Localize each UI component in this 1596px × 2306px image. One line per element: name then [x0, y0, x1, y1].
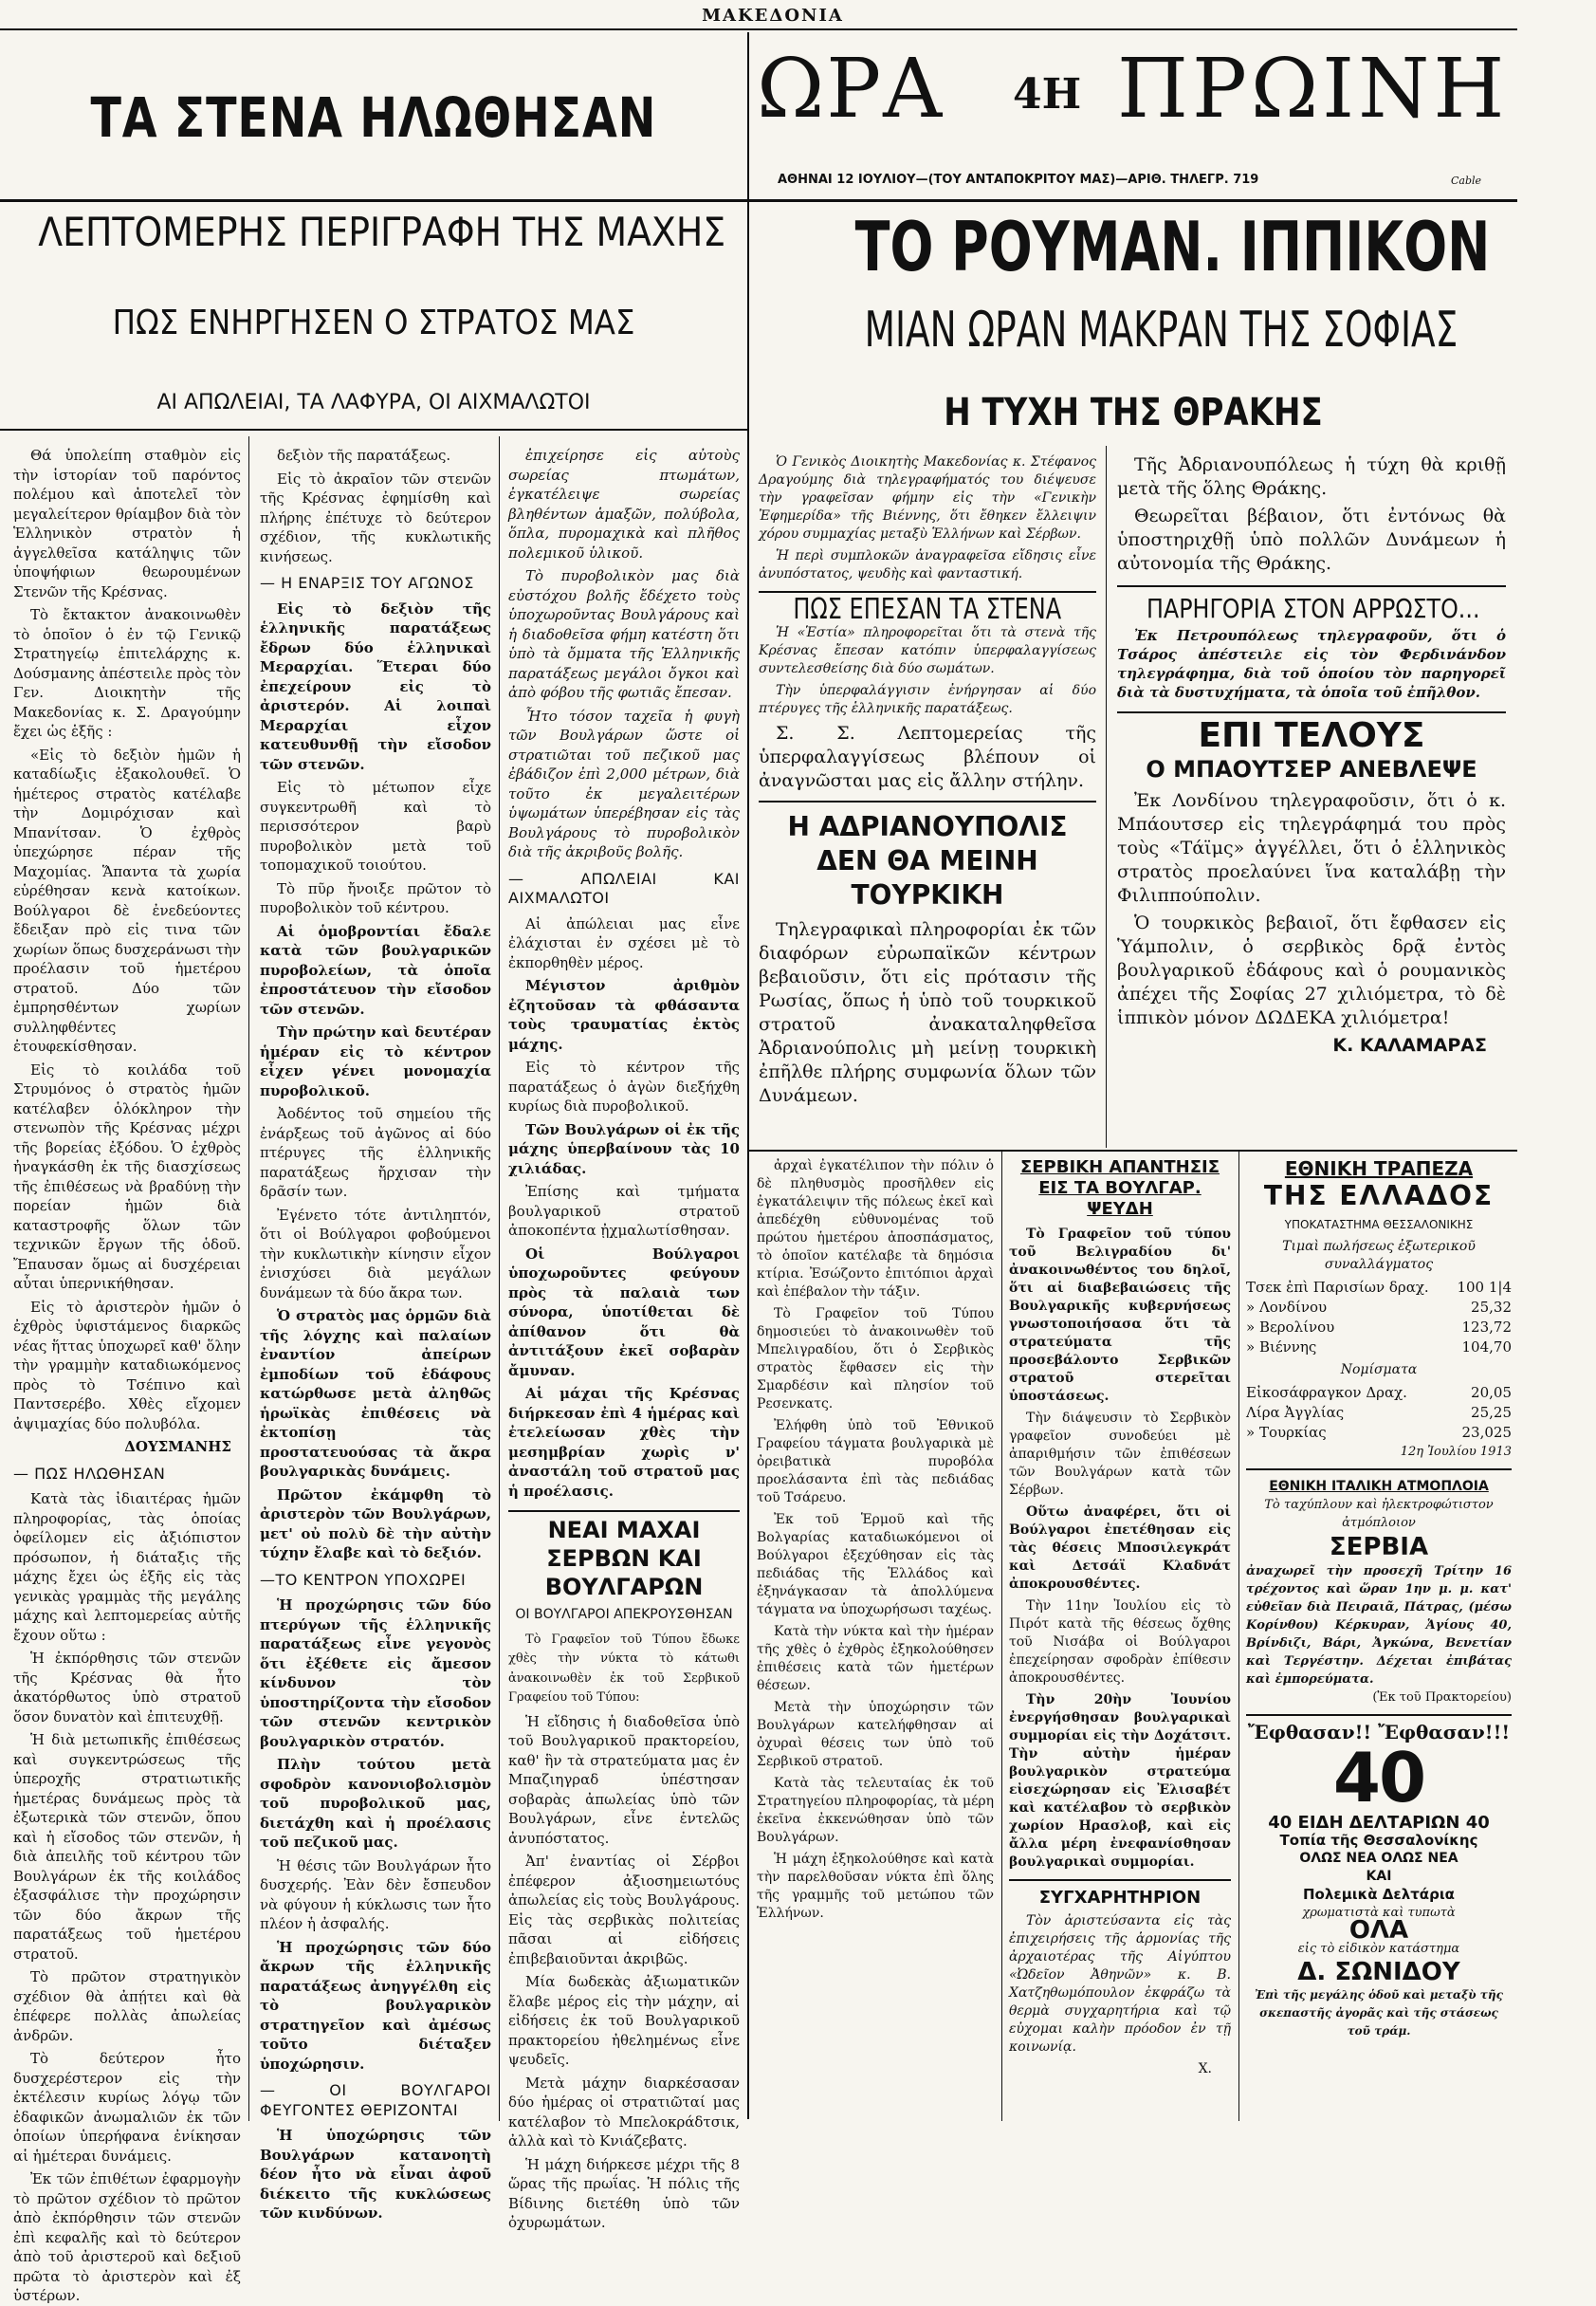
paragraph: Ὁ στρατὸς μας ὁρμῶν διὰ τῆς λόγχης καὶ παλαίων ἐναντίον ἀπείρων ἐμποδίων τοῦ ἐδάφους κατώρθωσε μετὰ ἀληθῶς ἡρωϊκὰς ἐπιθέσεις νὰ ἐκτοπίσῃ τὰς προστατευούσας τὰ ἄκρα βουλγαρικὰς δυνάμεις. — [260, 1307, 491, 1480]
section-heading: — ΟΙ ΒΟΥΛΓΑΡΟΙ ΦΕΥΓΟΝΤΕΣ ΘΕΡΙΖΟΝΤΑΙ — [260, 2081, 491, 2119]
paragraph: Ἡ μάχη ἐξηκολούθησε καὶ κατὰ τὴν παρελθοῦσαν νύκτα ἐπὶ ὅλης τῆς γραμμῆς τοῦ μετώπου τῶν Ἑλλήνων. — [757, 1852, 994, 1921]
paragraph: Θεωρεῖται βέβαιον, ὅτι ἐντόνως θὰ ὑποστηριχθῇ ὑπὸ πολλῶν Δυνάμεων ἡ αὐτονομία τῆς Θράκης. — [1117, 506, 1506, 574]
rate-value: 20,05 — [1471, 1384, 1512, 1401]
rate-row — [1246, 1337, 1512, 1357]
paragraph: Ἐκ τῶν ἐπιθέτων ἐφαρμογὴν τὸ πρῶτον σχέδιον τὸ πρῶτον ἀπὸ ἐκπόρθησιν τῶν στενῶν ἐπὶ κεφαλῆς καὶ τὸ δεύτερον ἀπὸ τοῦ ἀριστεροῦ καὶ δεξιοῦ πρῶτα τὸ ἀριστερὸν καὶ ἐξ ὑστέρων. — [13, 2170, 241, 2304]
right-rule-1 — [749, 199, 1517, 202]
ad-big: 40 — [1332, 1738, 1425, 1817]
section-heading: — ΠΩΣ ΗΛΩΘΗΣΑΝ — [13, 1464, 166, 1483]
paragraph: Ἐγένετο τότε ἀντιληπτόν, ὅτι οἱ Βούλγαροι φοβούμενοι τὴν κυκλωτικὴν κίνησιν εἶχον ἐνισχύσει διὰ μεγάλων δυνάμεων τὰ δύο ἄκρα των. — [260, 1206, 491, 1301]
top-rule — [0, 28, 1517, 30]
col-rule-1 — [248, 436, 249, 2121]
rate-value: 25,25 — [1471, 1404, 1512, 1421]
rate-value: 23,025 — [1461, 1424, 1512, 1441]
paragraph: Ἡ ὑποχώρησις τῶν Βουλγάρων κατανοητὴ δέον ἦτο νὰ εἶναι ἀφοῦ διέκειτο τῆς κυκλώσεως τῶν κινδύνων. — [260, 2127, 491, 2222]
r2-title — [1117, 593, 1506, 624]
banner-left: ΩΡΑ — [757, 42, 945, 137]
paragraph: δεξιὸν τῆς παρατάξεως. — [277, 447, 451, 464]
signature: ΔΟΥΣΜΑΝΗΣ — [124, 1438, 231, 1455]
paragraph: Εἰς τὸ ἀριστερὸν ἡμῶν ὁ ἐχθρὸς ὑφιστάμενος διαρκῶς νέας ἥττας ὑποχωρεῖ καθ' ὅλην τὴν γραμμὴν καταδιωκόμενος πρὸς τὸ Τσέπινο καὶ Παντσερέβο. Χθὲς εἴχομεν ἀψιμαχίας δύο πολυβόλα. — [13, 1298, 241, 1432]
box-subtitle: ΟΙ ΒΟΥΛΓΑΡΟΙ ΑΠΕΚΡΟΥΣΘΗΣΑΝ — [515, 1607, 733, 1622]
banner-mid: 4Η — [1013, 70, 1082, 119]
paragraph: Οὕτω ἀναφέρει, ὅτι οἱ Βούλγαροι ἐπετέθησαν εἰς τὰς θέσεις Μποσιλεγκράτ καὶ Δετσάϊ Κλαδνάτ ἀποκρουσθέντες. — [1009, 1504, 1231, 1592]
paragraph: ἀρχαὶ ἐγκατέλιπον τὴν πόλιν ὁ δὲ πληθυσμὸς προσῆλθεν εἰς ἐγκατάλειψιν τῆς πόλεως ἐκεῖ καὶ ἀπεδέχθη εὐθυνομένας τοῦ πρώτου ἡμετέρου ἀποσπάσματος, τὸ ὁποῖον κατέλαβε τὰ δημόσια κτίρια. Ἐσώζοντο ἐπιτόπιοι ἀρχαὶ καὶ ἐπέβαλον τὴν τάξιν. — [757, 1158, 994, 1300]
divider — [1246, 1714, 1512, 1716]
paragraph: Ἐκ Λονδίνου τηλεγραφοῦσιν, ὅτι ὁ κ. Μπάουτσερ εἰς τηλεγράφημά του πρὸς τοὺς «Τάϊμς» ἀγγέλλει, ὅτι ὁ ἑλληνικὸς στρατὸς προελαύνει ἵνα καταλάβῃ τὴν Φιλιππούπολιν. — [1117, 790, 1506, 906]
paragraph: Ἀοδέντος τοῦ σημείου τῆς ἐνάρξεως τοῦ ἀγῶνος αἱ δύο πτέρυγες τῆς ἑλληνικῆς παρατάξεως ἤρχισαν τὴν δρᾶσίν των. — [260, 1105, 491, 1200]
r3-title2: ΣΥΓΧΑΡΗΤΗΡΙΟΝ — [1038, 1888, 1202, 1908]
left-sub3-text: ΑΙ ΑΠΩΛΕΙΑΙ, ΤΑ ΛΑΦΥΡΑ, ΟΙ ΑΙΧΜΑΛΩΤΟΙ — [156, 391, 591, 415]
right-sub1 — [749, 302, 1517, 359]
bank-date: 12η Ἰουλίου 1913 — [1400, 1445, 1512, 1459]
rate-label: » Βιέννης — [1246, 1338, 1317, 1356]
paragraph: Τὴν πρώτην καὶ δευτέραν ἡμέραν εἰς τὸ κέντρον εἶχεν γένει μονομαχία πυροβολικοῦ. — [260, 1024, 491, 1099]
right-rule-2 — [749, 1150, 1517, 1152]
section-heading: — ΑΠΩΛΕΙΑΙ ΚΑΙ ΑΙΧΜΑΛΩΤΟΙ — [508, 869, 740, 907]
masthead: ΜΑΚΕΔΟΝΙΑ — [702, 6, 844, 26]
paragraph: Τὴν ὑπερφαλάγγισιν ἐνήργησαν αἱ δύο πτέρυγες τῆς ἑλληνικῆς παρατάξεως. — [759, 683, 1096, 716]
paragraph: Κατὰ τὰς τελευταίας ἐκ τοῦ Στρατηγείου πληροφορίας, τὰ μέρη ἐκεῖνα ἐκκενώθησαν ὑπὸ τῶν Βουλγάρων. — [757, 1776, 994, 1845]
paragraph: Τῶν Βουλγάρων οἱ ἐκ τῆς μάχης ὑπερβαίνουν τὰς 10 χιλιάδας. — [508, 1120, 740, 1177]
banner — [757, 42, 1515, 175]
paragraph: Εἰς τὸ κέντρον τῆς παρατάξεως ὁ ἀγὼν διεξήχθη κυρίως διὰ πυροβολικοῦ. — [508, 1059, 740, 1115]
paragraph: Μέγιστον ἀριθμὸν ἐζητοῦσαν τὰ φθάσαντα τοὺς τραυματίας ἐκτὸς μάχης. — [508, 977, 740, 1053]
r3-title: ΣΕΡΒΙΚΗ ΑΠΑΝΤΗΣΙΣ ΕΙΣ ΤΑ ΒΟΥΛΓΑΡ. ΨΕΥΔΗ — [1019, 1157, 1220, 1219]
paragraph: Ἐκ Πετρουπόλεως τηλεγραφοῦν, ὅτι ὁ Τσάρος ἀπέστειλε εἰς τὸν Φερδινάνδον τηλεγράφημα, διὰ τοῦ ὁποίου τὸν παρηγορεῖ διὰ τὰ δυστυχήματα, τὰ ὁποῖα τοῦ ἐπῆλθον. — [1117, 627, 1506, 701]
ad-l1: Τοπία τῆς Θεσσαλονίκης — [1279, 1832, 1478, 1849]
rate-label: » Τουρκίας — [1246, 1424, 1327, 1441]
paragraph: Οἱ Βούλγαροι ὑποχωροῦντες φεύγουν πρὸς τὰ παλαιὰ των σύνορα, ὑποτίθεται δὲ ἀπίθανον ὅτι θὰ ἀντιτάξουν ἐκεῖ σοβαρὰν ἄμυναν. — [508, 1245, 740, 1379]
paragraph: Ἡ «Ἑστία» πληροφορεῖται ὅτι τὰ στενὰ τῆς Κρέσνας ἔπεσαν κατόπιν ὑπερφαλαγγίσεως συντελεσθείσης διὰ δύο σωμάτων. — [759, 625, 1096, 676]
paragraph: Εἰς τὸ ἀκραῖον τῶν στενῶν τῆς Κρέσνας ἐφημίσθη καὶ πλήρης ἐπέτυχε τὸ δεύτερον σχέδιον, τῆς κυκλωτικῆς κινήσεως. — [260, 470, 491, 565]
rate-row — [1246, 1298, 1512, 1318]
paragraph: Σ. Σ. Λεπτομερείας τῆς ὑπερφαλαγγίσεως βλέπουν οἱ ἀναγνῶσται μας εἰς ἄλλην στήλην. — [759, 723, 1096, 791]
paragraph: Τὸ δεύτερον ἦτο δυσχερέστερον εἰς τὴν ἐκτέλεσιν κυρίως λόγῳ τῶν ἐδαφικῶν ἀνωμαλιῶν ἐκ τῶν ὁποίων ὑπερήφανα ἐνίκησαν αἱ ἡμέτεραι δυνάμεις. — [13, 2050, 241, 2165]
r1-title-text: ΠΩΣ ΕΠΕΣΑΝ ΤΑ ΣΤΕΝΑ — [793, 593, 1062, 626]
ad-l2: ΟΛΩΣ ΝΕΑ ΟΛΩΣ ΝΕΑ — [1299, 1851, 1458, 1866]
bank-coins — [1246, 1383, 1512, 1443]
section-heading: —ΤΟ ΚΕΝΤΡΟΝ ΥΠΟΧΩΡΕΙ — [260, 1570, 467, 1589]
paragraph: Θά ὑπολείπη σταθμὸν εἰς τὴν ἱστορίαν τοῦ παρόντος πολέμου καὶ ἀποτελεῖ τὸν μεγαλείτερον θρίαμβον διὰ τὸν Ἑλληνικὸν στρατὸν ἡ ἀγγελθεῖσα κατάληψις τῶν ὑποψήφιων θεωρουμένων Στενῶν τῆς Κρέσνας. — [13, 447, 241, 600]
paragraph: Μία δωδεκὰς ἀξιωματικῶν ἔλαβε μέρος εἰς τὴν μάχην, αἱ εἰδήσεις ἐκ τοῦ Βουλγαρικοῦ πρακτορείου ἠθελημένως εἶνε ψευδεῖς. — [508, 1973, 740, 2068]
paragraph: Ἐπίσης καὶ τμήματα βουλγαρικοῦ στρατοῦ ἀποκοπέντα ᾐχμαλωτίσθησαν. — [508, 1183, 740, 1239]
right-col-e — [1246, 1157, 1512, 2117]
paragraph: «Εἰς τὸ δεξιὸν ἡμῶν ἡ καταδίωξις ἐξακολουθεῖ. Ὁ ἡμέτερος στρατὸς κατέλαβε τὴν Δομιρόχισαν καὶ Μπανίτσαν. Ὁ ἐχθρὸς ὑπεχώρησε πέραν τῆς Μαχομίας. Ἅπαντα τὰ χωρία εὑρέθησαν κενὰ κατοίκων. Βούλγαροι δὲ ἐνεδεύοντες ἔδειξαν πρὸ εἰς τινα τῶν χωρίων ὅπως δυσχεράνωσι τὴν προέλασιν τοῦ ἡμετέρου στρατοῦ. Δύο τῶν ἐμπρησθέντων χωρίων συλληφθέντες ἐτουφεκίσθησαν. — [13, 746, 241, 1055]
right-col-c — [757, 1157, 994, 2117]
r1-title2: Η ΑΔΡΙΑΝΟΥΠΟΛΙΣ ΔΕΝ ΘΑ ΜΕΙΝΗ ΤΟΥΡΚΙΚΗ — [787, 811, 1068, 911]
right-sub1-text: ΜΙΑΝ ΩΡΑΝ ΜΑΚΡΑΝ ΤΗΣ ΣΟΦΙΑΣ — [864, 302, 1458, 359]
ad-line: 40 ΕΙΔΗ ΔΕΛΤΑΡΙΩΝ 40 — [1268, 1813, 1490, 1833]
left-col-1 — [13, 446, 241, 2304]
paragraph: Εἰς τὸ μέτωπον εἶχε συγκεντρωθῆ καὶ τὸ περισσότερον βαρὺ πυροβολικὸν μετὰ τοῦ τοπομαχικοῦ τοιούτου. — [260, 779, 491, 874]
divider — [759, 801, 1096, 802]
right-col-a — [759, 453, 1096, 1146]
dateline: ΑΘΗΝΑΙ 12 ΙΟΥΛΙΟΥ—(ΤΟΥ ΑΝΤΑΠΟΚΡΙΤΟΥ ΜΑΣ)—ΑΡΙΘ. ΤΗΛΕΓΡ. 719 — [778, 173, 1259, 187]
paragraph: Εἰς τὸ κοιλάδα τοῦ Στρυμόνος ὁ στρατὸς ἡμῶν κατέλαβεν ὁλόκληρον τὴν στενωπὸν τῆς Κρέσνας μέχρι τῆς βορείας ἐξόδου. Ὁ ἐχθρὸς ἠναγκάσθη ἐκ τῆς διασχίσεως τῆς ἐπιθέσεως νὰ βραδύνῃ τὴν πορείαν ἡμῶν διὰ καταστροφῆς ὅλων τῶν τεχνικῶν ἔργων τῆς ὁδοῦ. Ἔπαυσαν ὅμως αἱ δυσχέρειαι αὗται ὑπερνικήθησαν. — [13, 1061, 241, 1292]
paragraph: Κατὰ τὴν νύκτα καὶ τὴν ἡμέραν τῆς χθὲς ὁ ἐχθρὸς ἐξηκολούθησεν ἐπιθέσεις κατὰ τῶν ἡμετέρων θέσεων. — [757, 1624, 994, 1693]
right-sub2-text: Η ΤΥΧΗ ΤΗΣ ΘΡΑΚΗΣ — [944, 391, 1323, 434]
r1-title — [759, 593, 1096, 626]
ad-shop: Δ. ΣΩΝΙΔΟΥ — [1297, 1958, 1460, 1986]
left-rule-2 — [0, 429, 747, 431]
paragraph: Τηλεγραφικαὶ πληροφορίαι ἐκ τῶν διαφόρων εὐρωπαϊκῶν κέντρων βεβαιοῦσιν, ὅτι εἰς πρότασιν τῆς Ρωσίας, ὅπως ἡ ὑπὸ τοῦ τουρκικοῦ στρατοῦ ἀνακαταληφθεῖσα Ἀδριανούπολις μὴ μείνῃ τουρκικὴ ἐπῆλθε πλήρης συμφωνία ὅλων τῶν Δυνάμεων. — [759, 919, 1096, 1106]
right-col-d — [1009, 1157, 1231, 2117]
paragraph: Ἡ διὰ μετωπικῆς ἐπιθέσεως καὶ συγκεντρώσεως τῆς ὑπεροχῆς στρατιωτικῆς ἡμετέρας δυνάμεως πρὸς τὰ ἐξωτερικὰ τῶν στενῶν, ὅπου καὶ ἡ εἴσοδος τῶν στενῶν, ἡ διὰ ἀπειλῆς τοῦ κέντρου τῶν Βουλγάρων ἐκ τῆς κοιλάδος ἐξασφάλισε τὴν προχώρησιν τῶν δύο ἄκρων τῆς παρατάξεως τοῦ ἡμετέρου στρατοῦ. — [13, 1731, 241, 1963]
paragraph: Τῆς Ἀδριανουπόλεως ἡ τύχη θὰ κριθῇ μετὰ τῆς ὅλης Θράκης. — [1117, 454, 1506, 499]
r2-title2: ΕΠΙ ΤΕΛΟΥΣ — [1198, 716, 1425, 755]
paragraph: Τὸ πυροβολικὸν μας διὰ εὐστόχου βολῆς ἔδέχετο τοὺς ὑποχωροῦντας Βουλγάρους καὶ ἡ διαδοθεῖσα φήμη κατέστη ὅτι ὑπὸ τὰ ὄμματα τῆς Ἑλληνικῆς παρατάξεως μεγάλοι ὄγκοι καὶ ἀπὸ φόβου τῆς φωτιᾶς ἔπεσαν. — [508, 567, 740, 701]
paragraph: Τὴν διάψευσιν τὸ Σερβικὸν γραφεῖον συνοδεύει μὲ ἀπαριθμήσιν τῶν ἐπιθέσεων τῶν Βουλγάρων κατὰ τῶν Σέρβων. — [1009, 1411, 1231, 1498]
paragraph: Τὴν 11ην Ἰουλίου εἰς τὸ Πιρότ κατὰ τῆς θέσεως ὄχθης τοῦ Νισάβα οἱ Βούλγαροι ἐπεχείρησαν σφοδρὰν ἐπίθεσιν ἀποκρουσθέντες. — [1009, 1598, 1231, 1686]
paragraph: Ἡ προχώρησις τῶν δύο πτερύγων τῆς ἑλληνικῆς παρατάξεως εἶνε γεγονὸς ὅτι ἐξέθετε εἰς ἄμεσον κίνδυνον τὸν ὑποστηρίζοντα τὴν εἴσοδον τῶν στενῶν κεντρικὸν βουλγαρικὸν στρατόν. — [260, 1596, 491, 1750]
ad-title: Ἔφθασαν!! Ἔφθασαν!!! — [1247, 1721, 1511, 1743]
paragraph: Τὴν 20ὴν Ἰουνίου ἐνεργήσθησαν βουλγαρικαὶ συμμορίαι εἰς τὴν Δοχάτσιτ. Τὴν αὐτὴν ἡμέραν βουλγαρικὸν στρατεύμα εἰσεχώρησαν εἰς Ἐλισαβέτ καὶ κατέλαβον τὸ σερβικὸν χωρίον Ηρασλοβ, καὶ εἰς ἄλλα μέρη ἐνεφανίσθησαν βουλγαρικαὶ συμμορίαι. — [1009, 1692, 1231, 1870]
paragraph: Αἱ μάχαι τῆς Κρέσνας διήρκεσαν ἐπὶ 4 ἡμέρας καὶ ἐτελείωσαν χθὲς τὴν μεσημβρίαν χωρὶς ν' ἀναστάλη τοῦ στρατοῦ μας ἡ προέλασις. — [508, 1385, 740, 1500]
left-col-3 — [508, 446, 740, 2231]
paragraph: Εἰς τὸ δεξιὸν τῆς ἑλληνικῆς παρατάξεως ἔδρων δύο ἑλληνικαὶ Μεραρχίαι. Ἕτεραι δύο ἐπεχείρουν εἰς τὸ ἀριστερόν. Αἱ λοιπαὶ Μεραρχίαι εἶχον κατευθυνθῇ τὴν εἴσοδον τῶν στενῶν. — [260, 600, 491, 773]
section-heading: — Η ΕΝΑΡΞΙΣ ΤΟΥ ΑΓΩΝΟΣ — [260, 574, 474, 592]
rate-label: Τσεκ ἐπὶ Παρισίων δραχ. — [1246, 1279, 1429, 1296]
italian-text: ἀναχωρεῖ τὴν προσεχῆ Τρίτην 16 τρέχοντος καὶ ὥραν 1ην μ. μ. κατ' εὐθεῖαν διὰ Πειραιᾶ, Πάτρας, (μέσω Κορίνθου) Κέρκυραν, Ἁγίους 40, Βρίνδιζι, Βάρι, Ἀγκώνα, Βενετίαν καὶ Τεργέστην. Δέχεται ἐπιβάτας καὶ ἐμπορεύματα. — [1246, 1564, 1512, 1687]
rate-row — [1246, 1403, 1512, 1423]
bank-title-2: ΤΗΣ ΕΛΛΑΔΟΣ — [1263, 1180, 1495, 1211]
divider — [1009, 1879, 1231, 1881]
signature: Χ. — [1198, 2061, 1212, 2076]
rate-label: » Λονδίνου — [1246, 1299, 1328, 1316]
left-sub2 — [0, 304, 747, 342]
italian-title: ΕΘΝΙΚΗ ΙΤΑΛΙΚΗ ΑΤΜΟΠΛΟΙΑ — [1269, 1479, 1489, 1494]
rate-label: » Βερολίνου — [1246, 1319, 1335, 1336]
left-headline-text: ΤΑ ΣΤΕΝΑ ΗΛΩΘΗΣΑΝ — [90, 85, 657, 150]
paragraph: Ἡ προχώρησις τῶν δύο ἄκρων τῆς ἑλληνικῆς παρατάξεως ἀνηγγέλθη εἰς τὸ βουλγαρικὸν στρατηγεῖον καὶ ἀμέσως τοῦτο διέταξεν ὑποχώρησιν. — [260, 1938, 491, 2073]
divider — [1117, 711, 1506, 713]
paragraph: Ὁ τουρκικὸς βεβαιοῖ, ὅτι ἔφθασεν εἰς Ὑάμπολιν, ὁ σερβικὸς δρᾷ ἐντὸς βουλγαρικοῦ ἐδάφους καὶ ὁ ρουμανικὸς ἀπέχει τῆς Σοφίας 27 χιλιόμετρα, τὸ δὲ ἱππικὸν μόνον ΔΩΔΕΚΑ χιλιόμετρα! — [1117, 913, 1506, 1028]
paragraph: Ἡ θέσις τῶν Βουλγάρων ἦτο δυσχερής. Ἐὰν δὲν ἔσπευδον νὰ φύγουν ἡ κύκλωσις των ἦτο πλέον ἡ ἀσφαλής. — [260, 1856, 491, 1932]
ad-l8: Ἐπὶ τῆς μεγάλης ὁδοῦ καὶ μεταξὺ τῆς σκεπαστῆς ἀγορᾶς καὶ τῆς στάσεως τοῦ τράμ. — [1255, 1988, 1503, 2038]
paragraph: ἐπιχείρησε εἰς αὐτοὺς σωρείας πτωμάτων, ἐγκατέλειψε σωρείας βληθέντων ἁμαξῶν, πολύβολα, ὅπλα, πυρομαχικὰ καὶ πλῆθος πολεμικοῦ ὑλικοῦ. — [508, 447, 740, 562]
left-col-2 — [260, 446, 491, 2222]
divider — [1246, 1468, 1512, 1470]
paragraph: Ἐλήφθη ὑπὸ τοῦ Ἐθνικοῦ Γραφείου τάγματα βουλγαρικὰ μὲ ὀρειβατικὰ πυροβόλα προελάσαντα ἐπὶ τὰς πεδιάδας τοῦ Τσάρευο. — [757, 1418, 994, 1505]
r2-title2b: Ο ΜΠΑΟΥΤΣΕΡ ΑΝΕΒΛΕΨΕ — [1146, 756, 1477, 783]
paragraph: Ἡ περὶ συμπλοκῶν ἀναγραφεῖσα εἴδησις εἶνε ἀνυπόστατος, ψευδὴς καὶ φανταστική. — [759, 548, 1096, 581]
paragraph: Αἱ ἀπώλειαι μας εἶνε ἐλάχισται ἐν σχέσει μὲ τὸ ἐκπορθηθὲν μέρος. — [508, 914, 740, 971]
box-title: ΝΕΑΙ ΜΑΧΑΙ ΣΕΡΒΩΝ ΚΑΙ ΒΟΥΛΓΑΡΩΝ — [544, 1517, 704, 1600]
paragraph: Ἡ εἴδησις ἡ διαδοθεῖσα ὑπὸ τοῦ Βουλγαρικοῦ πρακτορείου, καθ' ἣν τὰ στρατεύματα μας ἐν Μπαζιηγραδ ὑπέστησαν σοβαρὰς ἀπωλείας ὑπὸ τῶν Βουλγάρων, εἶνε ἐντελῶς ἀνυπόστατος. — [508, 1712, 740, 1847]
rate-row — [1246, 1318, 1512, 1337]
r2-title-text: ΠΑΡΗΓΟΡΙΑ ΣΤΟΝ ΑΡΡΩΣΤΟ... — [1147, 593, 1480, 624]
paragraph: Τὸ Γραφεῖον τοῦ Τύπου ἔδωκε χθὲς τὴν νύκτα τὸ κάτωθι ἀνακοινωθὲν ἐκ τοῦ Σερβικοῦ Γραφείου τοῦ Τύπου: — [508, 1632, 740, 1705]
left-sub1-text: ΛΕΠΤΟΜΕΡΗΣ ΠΕΡΙΓΡΑΦΗ ΤΗΣ ΜΑΧΗΣ — [38, 209, 726, 255]
bank-rates — [1246, 1278, 1512, 1357]
right-sub2 — [749, 391, 1517, 434]
box-rule — [508, 1510, 740, 1512]
paragraph: Κατὰ τὰς ἰδιαιτέρας ἡμῶν πληροφορίας, τὰς ὁποίας ὀφείλομεν εἰς ἀξιόπιστον πρόσωπον, ἡ διάταξις τῆς μάχης ἔχει ὡς ἑξῆς εἰς τὰς γενικὰς γραμμὰς τῆς μεγάλης μάχης καὶ λεπτομερείας αὐτῆς ἔχουν οὕτω : — [13, 1490, 241, 1644]
rate-value: 104,70 — [1461, 1338, 1512, 1356]
bank-subtitle: Τιμαὶ πωλήσεως ἐξωτερικοῦ συναλλάγματος — [1282, 1239, 1476, 1272]
rate-label: Εἰκοσάφραγκον Δραχ. — [1246, 1384, 1407, 1401]
paragraph: Πλὴν τούτου μετὰ σφοδρὸν κανονιοβολισμὸν τοῦ πυροβολικοῦ μας, διετάχθη καὶ ἡ προέλασις τοῦ πεζικοῦ μας. — [260, 1756, 491, 1851]
ad-l7: εἰς τὸ εἰδικὸν κατάστημα — [1297, 1942, 1460, 1956]
paragraph: Τὸ πρῶτον στρατηγικὸν σχέδιον θὰ ἀπῄτει καὶ θὰ ἐπέφερε πολλὰς ἀπωλείας ἀνδρῶν. — [13, 1968, 241, 2044]
paragraph: Ὁ Γενικὸς Διοικητὴς Μακεδονίας κ. Στέφανος Δραγούμης διὰ τηλεγραφήματός του διέψευσε τὴν γραφεῖσαν φήμην εἰς τὴν «Γενικὴν Ἐφημερίδα» τῆς Βιέννης, ὅτι ἔθηκεν ἔλλειψιν χόρου συμμαχίας μεταξὺ Ἑλλήνων καὶ Σέρβων. — [759, 454, 1096, 542]
ad-l4: Πολεμικὰ Δελτάρια — [1303, 1886, 1455, 1903]
left-headline — [0, 85, 747, 150]
right-col-b — [1117, 453, 1506, 1146]
paragraph: Τὸν ἀριστεύσαντα εἰς τὰς ἐπιχειρήσεις τῆς ἁρμονίας τῆς ἀρχαιοτέρας τῆς Αἰγύπτου «Ὠδεῖον Ἀθηνῶν» κ. Β. Χατζηθωμόπουλον ἐκφράζω τὰ θερμὰ συγχαρητήρια καὶ τῷ εὐχομαι καλὴν πρόοδον ἐν τῇ κοινωνίᾳ. — [1009, 1913, 1231, 2055]
rate-value: 123,72 — [1461, 1319, 1512, 1336]
paragraph: Τὸ Γραφεῖον τοῦ τύπου τοῦ Βελιγραδίου δι' ἀνακοινωθέντος του δηλοῖ, ὅτι αἱ διαβεβαιώσεις τῆς Βουλγαρικῆς κυβερνήσεως γνωστοποιήσασα ὅτι τὰ στρατεύματα τῆς προσεβάλοντο Σερβικῶν στρατοῦ στερεῖται ὑποστάσεως. — [1009, 1227, 1231, 1404]
right-headline — [749, 207, 1517, 286]
col-rule-2 — [499, 436, 500, 2121]
italian-note: (Ἐκ τοῦ Πρακτορείου) — [1372, 1690, 1512, 1705]
italian-ship: ΣΕΡΒΙΑ — [1329, 1533, 1429, 1561]
cable-label: Cable — [1451, 175, 1482, 187]
rate-label: Λίρα Ἀγγλίας — [1246, 1404, 1345, 1421]
paragraph: Ἡ μάχη διήρκεσε μέχρι τῆς 8 ὥρας τῆς πρωΐας. Ἡ πόλις τῆς Βίδινης διετέθη ὑπὸ τῶν ὀχυρωμάτων. — [508, 2155, 740, 2231]
signature: Κ. ΚΑΛΑΜΑΡΑΣ — [1332, 1035, 1487, 1056]
paragraph: Ἐκ τοῦ Ἑρμοῦ καὶ τῆς Βολγαρίας καταδιωκόμενοι οἱ Βούλγαροι ἐξεχύθησαν εἰς τὰς πεδιάδας τῆς Ἑλλάδος καὶ ἐξηνάγκασαν τὰ ἀπολλύμενα τάγματα να ὑποχωρήσωσι ταχέως. — [757, 1512, 994, 1617]
left-sub3 — [0, 391, 747, 415]
right-col-rule-1 — [1106, 446, 1107, 1148]
left-sub1 — [0, 209, 747, 255]
rate-row — [1246, 1423, 1512, 1443]
ad-l3: ΚΑΙ — [1366, 1869, 1392, 1884]
rate-value: 25,32 — [1471, 1299, 1512, 1316]
bank-title: ΕΘΝΙΚΗ ΤΡΑΠΕΖΑ — [1284, 1157, 1474, 1180]
paragraph: Ἡ ἐκπόρθησις τῶν στενῶν τῆς Κρέσνας θὰ ἦτο ἀκατόρθωτος ὑπὸ στρατοῦ ὅσον δυνατὸν καὶ ἐπιτευχθῇ. — [13, 1650, 241, 1725]
paragraph: Τὸ πῦρ ἤνοιξε πρῶτον τὸ πυροβολικὸν τοῦ κέντρου. — [260, 879, 491, 916]
left-sub2-text: ΠΩΣ ΕΝΗΡΓΗΣΕΝ Ο ΣΤΡΑΤΟΣ ΜΑΣ — [112, 304, 635, 342]
left-rule-1 — [0, 199, 747, 202]
banner-right: ΠΡΩΙΝΗ — [1117, 42, 1509, 137]
paragraph: Μετὰ μάχην διαρκέσασαν δύο ἡμέρας οἱ στρατιῶταί μας κατέλαβον τὸ Μπελοκράδτσικ, ἀλλὰ καὶ τὸ Κνιάζεβατς. — [508, 2074, 740, 2149]
divider — [1117, 585, 1506, 587]
right-headline-text: ΤΟ ΡΟΥΜΑΝ. ΙΠΠΙΚΟΝ — [854, 207, 1491, 286]
right-col-rule-2 — [1001, 1152, 1002, 2121]
bank-branch: ΥΠΟΚΑΤΑΣΤΗΜΑ ΘΕΣΣΑΛΟΝΙΚΗΣ — [1284, 1218, 1474, 1231]
paragraph: Πρῶτον ἐκάμφθη τὸ ἀριστερὸν τῶν Βουλγάρων, μετ' οὐ πολὺ δὲ τὴν αὐτὴν τύχην ἔλαβε καὶ τὸ δεξιόν. — [260, 1485, 491, 1561]
ad-l5: χρωματιστὰ καὶ τυπωτὰ — [1302, 1906, 1456, 1920]
rate-value: 100 1|4 — [1457, 1279, 1512, 1296]
paragraph: Ἀπ' ἐναντίας οἱ Σέρβοι ἐπέφερον ἀξιοσημειωτόυς ἀπωλείας εἰς τοὺς Βουλγάρους. Εἰς τὰς σερβικὰς πολιτείας πᾶσαι αἱ εἰδήσεις ἐπιβεβαιοῦνται ἀκριβῶς. — [508, 1853, 740, 1967]
paragraph: Τὸ Γραφεῖον τοῦ Τύπου δημοσιεύει τὸ ἀνακοινωθὲν τοῦ Μπελιγραδίου, ὅτι ὁ Σερβικὸς στρατὸς ἔφθασεν εἰς τὴν Σμαρδέσιν καὶ πλησίον τοῦ Ρεσενκατς. — [757, 1306, 994, 1411]
paragraph: Ἦτο τόσον ταχεῖα ἡ φυγὴ τῶν Βουλγάρων ὥστε οἱ στρατιῶται τοῦ πεζικοῦ μας ἐβάδιζον ἐπὶ 2,000 μέτρων, διὰ τοῦτο ἐκ μεγαλειτέρων ὑψωμάτων ὑπερέβησαν εἰς τὰς Βουλγάρους τὸ πυροβολικὸν διὰ τῆς ἀκριβοῦς βολῆς. — [508, 707, 740, 860]
italian-sub: Τὸ ταχύπλουν καὶ ἠλεκτροφώτιστον ἀτμόπλοιον — [1264, 1498, 1494, 1530]
rate-row — [1246, 1383, 1512, 1403]
paragraph: Μετὰ τὴν ὑποχώρησιν τῶν Βουλγάρων κατελήφθησαν αἱ ὀχυραὶ θέσεις των ὑπὸ τοῦ Σερβικοῦ στρατοῦ. — [757, 1700, 994, 1769]
bank-coins-title: Νομίσματα — [1340, 1362, 1418, 1377]
rate-row — [1246, 1278, 1512, 1298]
paragraph: Τὸ ἔκτακτον ἀνακοινωθὲν τὸ ὁποῖον ὁ ἐν τῷ Γενικῷ Στρατηγείῳ ἐπιτελάρχης κ. Δούσμανης ἀπέστειλε πρὸς τὸν Γεν. Διοικητὴν τῆς Μακεδονίας κ. Σ. Δραγούμην ἔχει ὡς ἑξῆς : — [13, 606, 241, 740]
right-col-rule-3 — [1238, 1152, 1239, 2121]
ad-l6: ΟΛΑ — [1348, 1916, 1409, 1945]
paragraph: Αἱ ὁμοβροντίαι ἔδαλε κατὰ τῶν βουλγαρικῶν πυροβολείων, τὰ ὁποῖα ἐπροστάτευον τὴν εἴσοδον τῶν στενῶν. — [260, 922, 491, 1018]
